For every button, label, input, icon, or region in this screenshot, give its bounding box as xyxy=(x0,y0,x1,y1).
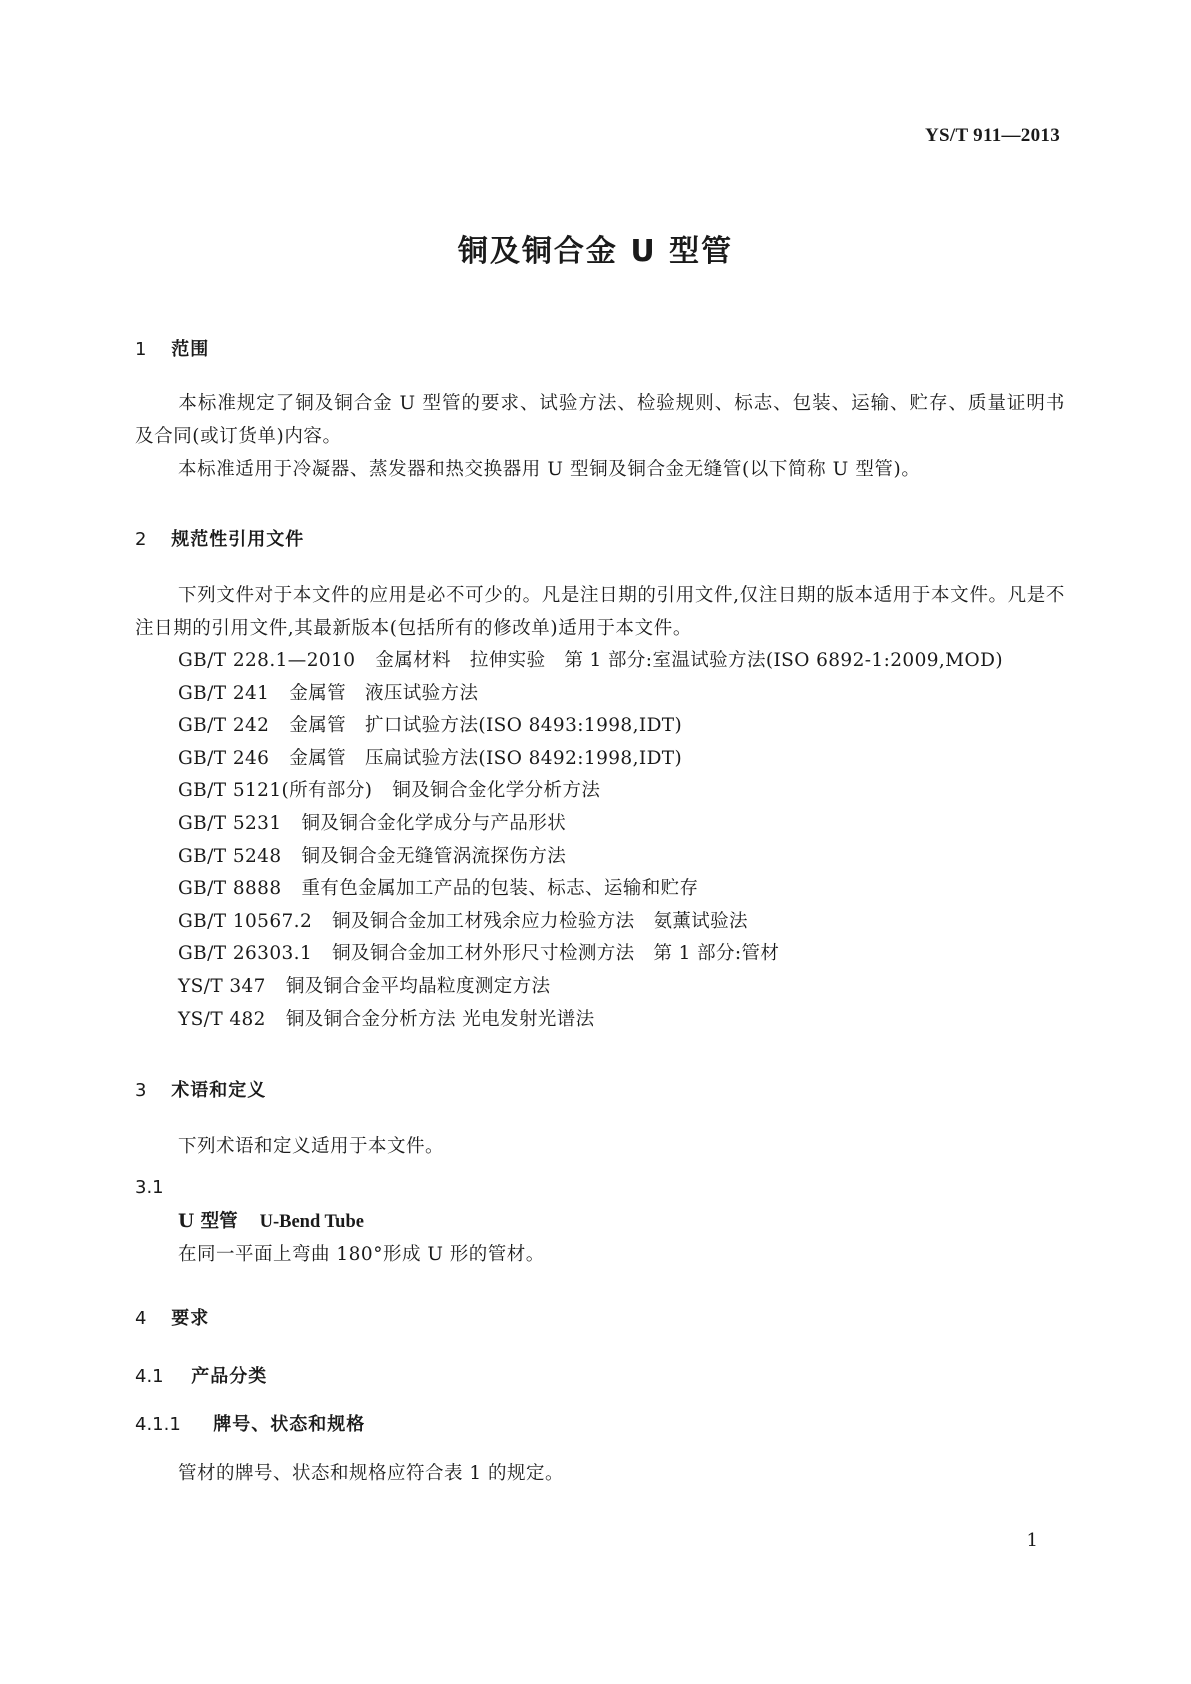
section-4-heading xyxy=(135,1304,209,1330)
section-label: 术语和定义 xyxy=(171,1080,267,1101)
reference-title: 铜及铜合金加工材残余应力检验方法 氨薰试验法 xyxy=(332,910,748,932)
reference-code: GB/T 241 xyxy=(178,682,270,704)
reference-item xyxy=(178,808,1003,841)
reference-title: 铜及铜合金分析方法 光电发射光谱法 xyxy=(285,1008,595,1030)
page-number: 1 xyxy=(1026,1530,1038,1551)
section-number: 2 xyxy=(135,529,147,550)
term-name-cn: U 型管 xyxy=(178,1211,238,1232)
reference-item xyxy=(178,971,1003,1004)
reference-title: 金属管 扩口试验方法(ISO 8493:1998,IDT) xyxy=(289,715,683,737)
reference-code: GB/T 242 xyxy=(178,715,270,737)
reference-item xyxy=(178,645,1003,678)
reference-item xyxy=(178,938,1003,971)
reference-code: GB/T 5248 xyxy=(178,845,282,867)
reference-item xyxy=(178,1004,1003,1037)
reference-list xyxy=(178,645,1003,1036)
reference-title: 铜及铜合金化学分析方法 xyxy=(392,780,601,802)
terms-intro: 下列术语和定义适用于本文件。 xyxy=(178,1136,445,1157)
reference-item xyxy=(178,743,1003,776)
reference-title: 铜及铜合金化学成分与产品形状 xyxy=(301,812,567,834)
section-1-heading xyxy=(135,335,209,361)
scope-text-2: 本标准适用于冷凝器、蒸发器和热交换器用 U 型铜及铜合金无缝管(以下简称 U 型管)。 xyxy=(178,459,921,480)
reference-title: 铜及铜合金无缝管涡流探伤方法 xyxy=(301,845,567,867)
section-label: 规范性引用文件 xyxy=(171,529,305,550)
term-number: 3.1 xyxy=(135,1177,164,1198)
section-label: 产品分类 xyxy=(191,1366,268,1387)
term-definition: 在同一平面上弯曲 180°形成 U 形的管材。 xyxy=(178,1244,545,1265)
section-number: 4.1.1 xyxy=(135,1414,181,1435)
reference-title: 铜及铜合金加工材外形尺寸检测方法 第 1 部分:管材 xyxy=(332,943,780,965)
scope-text-1: 本标准规定了铜及铜合金 U 型管的要求、试验方法、检验规则、标志、包装、运输、贮存、质量证明书及合同(或订货单)内容。 xyxy=(135,393,1065,447)
reference-item xyxy=(178,678,1003,711)
section-number: 3 xyxy=(135,1080,147,1101)
reference-title: 重有色金属加工产品的包装、标志、运输和贮存 xyxy=(301,878,699,900)
reference-code: YS/T 347 xyxy=(178,975,266,997)
references-intro xyxy=(135,579,1065,645)
reference-item xyxy=(178,710,1003,743)
document-title: 铜及铜合金 U 型管 xyxy=(457,234,734,269)
section-2-heading xyxy=(135,525,304,551)
reference-code: YS/T 482 xyxy=(178,1008,266,1030)
section-label: 要求 xyxy=(171,1308,210,1329)
reference-code: GB/T 26303.1 xyxy=(178,943,313,965)
reference-code: GB/T 246 xyxy=(178,747,270,769)
reference-item xyxy=(178,906,1003,939)
scope-paragraph-1 xyxy=(135,387,1065,453)
reference-code: GB/T 8888 xyxy=(178,878,282,900)
reference-code: GB/T 228.1—2010 xyxy=(178,650,356,671)
section-label: 范围 xyxy=(171,339,210,360)
section-4-1-heading xyxy=(135,1362,267,1388)
standard-code: YS/T 911—2013 xyxy=(925,125,1060,146)
scope-paragraph-2 xyxy=(135,453,1065,486)
section-3-heading xyxy=(135,1076,266,1102)
section-label: 牌号、状态和规格 xyxy=(213,1414,366,1435)
reference-title: 铜及铜合金平均晶粒度测定方法 xyxy=(285,975,551,997)
reference-item xyxy=(178,841,1003,874)
reference-title: 金属材料 拉伸实验 第 1 部分:室温试验方法(ISO 6892-1:2009,MOD) xyxy=(375,650,1003,671)
reference-item xyxy=(178,775,1003,808)
section-4-1-1-heading xyxy=(135,1410,365,1436)
reference-code: GB/T 5231 xyxy=(178,812,282,834)
reference-item xyxy=(178,873,1003,906)
section-number: 4.1 xyxy=(135,1366,164,1387)
term-name-en: U-Bend Tube xyxy=(259,1212,364,1232)
term-name xyxy=(178,1207,364,1233)
references-intro-text: 下列文件对于本文件的应用是必不可少的。凡是注日期的引用文件,仅注日期的版本适用于本文件。凡是不注日期的引用文件,其最新版本(包括所有的修改单)适用于本文件。 xyxy=(135,585,1065,639)
reference-code: GB/T 5121(所有部分) xyxy=(178,780,373,802)
reference-code: GB/T 10567.2 xyxy=(178,910,313,932)
grade-spec-text: 管材的牌号、状态和规格应符合表 1 的规定。 xyxy=(178,1463,565,1484)
reference-title: 金属管 压扁试验方法(ISO 8492:1998,IDT) xyxy=(289,747,683,769)
section-number: 1 xyxy=(135,339,147,360)
reference-title: 金属管 液压试验方法 xyxy=(289,682,479,704)
section-number: 4 xyxy=(135,1308,147,1329)
